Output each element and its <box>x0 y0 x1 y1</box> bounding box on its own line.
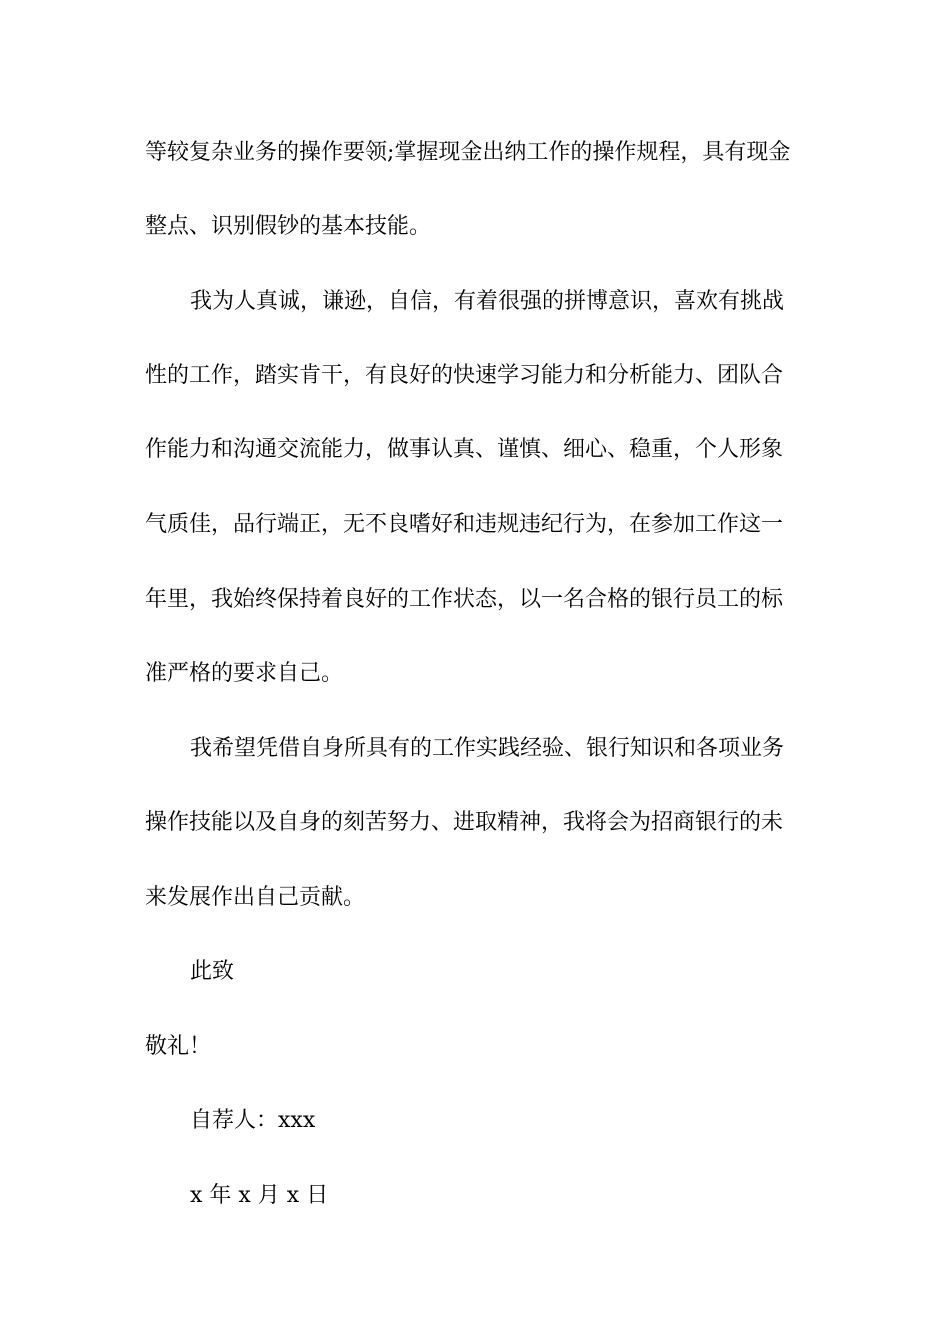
paragraph-2-line-5: 年里，我始终保持着良好的工作状态，以一名合格的银行员工的标 <box>145 587 784 612</box>
signature-text: 自荐人：xxx <box>190 1108 316 1133</box>
paragraph-2-line-4: 气质佳，品行端正，无不良嗜好和违规违纪行为，在参加工作这一 <box>145 512 784 537</box>
paragraph-1-line-2: 整点、识别假钞的基本技能。 <box>145 214 432 239</box>
paragraph-1-line-1: 等较复杂业务的操作要领;掌握现金出纳工作的操作规程，具有现金 <box>145 140 791 165</box>
paragraph-3-line-1: 我希望凭借自身所具有的工作实践经验、银行知识和各项业务 <box>190 736 785 761</box>
date-text: x 年 x 月 x 日 <box>190 1183 329 1208</box>
closing-text: 此致 <box>190 959 235 984</box>
paragraph-2-line-2: 性的工作，踏实肯干，有良好的快速学习能力和分析能力、团队合 <box>145 363 784 388</box>
paragraph-2-line-1: 我为人真诚，谦逊，自信，有着很强的拼博意识，喜欢有挑战 <box>190 289 785 314</box>
salutation-text: 敬礼！ <box>145 1034 212 1059</box>
paragraph-3-line-3: 来发展作出自己贡献。 <box>145 885 366 910</box>
paragraph-2-line-3: 作能力和沟通交流能力，做事认真、谨慎、细心、稳重，个人形象 <box>145 437 784 462</box>
paragraph-2-line-6: 准严格的要求自己。 <box>145 661 344 686</box>
paragraph-3-line-2: 操作技能以及自身的刻苦努力、进取精神，我将会为招商银行的未 <box>145 810 784 835</box>
